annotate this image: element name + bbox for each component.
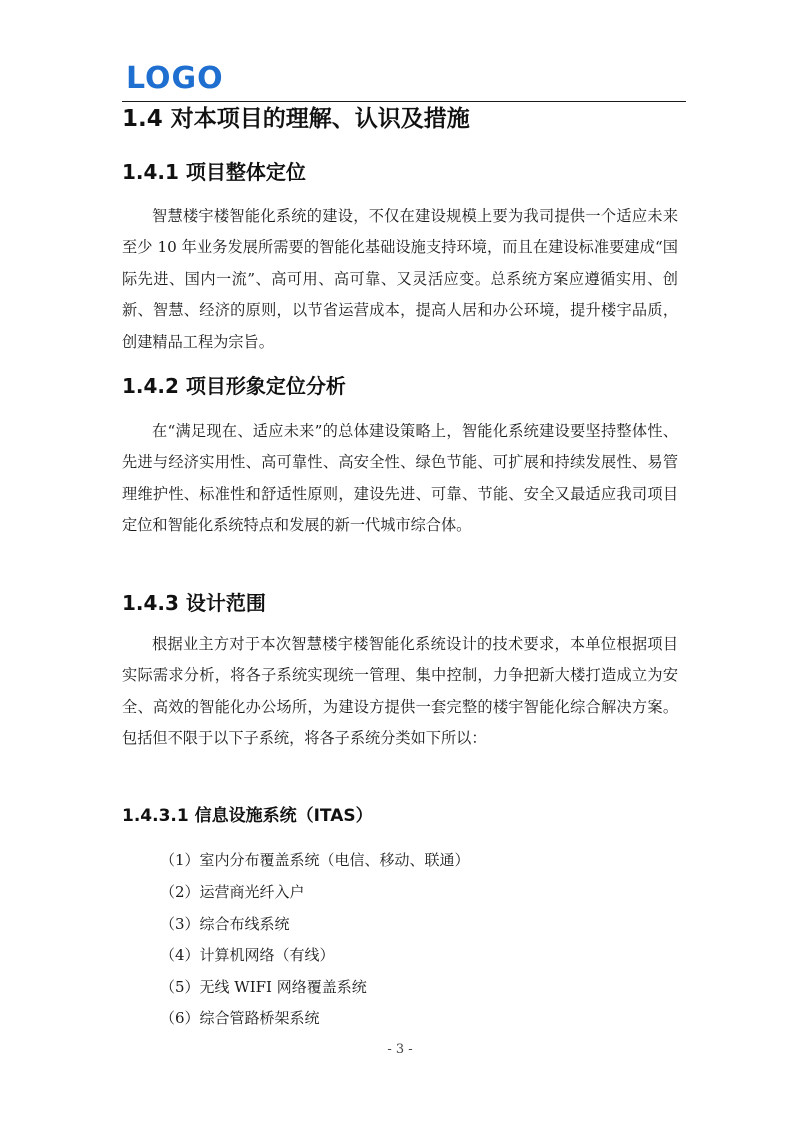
list-item: （6）综合管路桥架系统 (160, 1009, 320, 1027)
company-logo: LOGO (126, 61, 224, 96)
subsection-title-1-4-2: 1.4.2 项目形象定位分析 (122, 374, 346, 398)
subsection-title-1-4-3: 1.4.3 设计范围 (122, 591, 266, 615)
subsubsection-title-1-4-3-1: 1.4.3.1 信息设施系统（ITAS） (122, 806, 373, 826)
section-title: 1.4 对本项目的理解、认识及措施 (122, 106, 470, 132)
paragraph-project-positioning: 智慧楼宇楼智能化系统的建设，不仅在建设规模上要为我司提供一个适应未来至少 10 年业务发展所需要的智能化基础设施支持环境，而且在建设标准要建成“国际先进、国内一流”、高可用、高可靠、又灵活应变。总系统方案应遵循实用、创新、智慧、经济的原则，以节省运营成本，提高人居和办公环境，提升楼宇品质，创建精品工程为宗旨。 (122, 207, 678, 351)
header-divider (122, 101, 686, 102)
list-item: （4）计算机网络（有线） (160, 946, 335, 964)
paragraph-design-scope: 根据业主方对于本次智慧楼宇楼智能化系统设计的技术要求，本单位根据项目实际需求分析，将各子系统实现统一管理、集中控制，力争把新大楼打造成立为安全、高效的智能化办公场所，为建设方提供一套完整的楼宇智能化综合解决方案。包括但不限于以下子系统，将各子系统分类如下所以： (122, 635, 678, 748)
list-item: （1）室内分布覆盖系统（电信、移动、联通） (160, 851, 470, 869)
list-item: （5）无线 WIFI 网络覆盖系统 (160, 978, 367, 996)
list-item: （2）运营商光纤入户 (160, 883, 305, 901)
page-number: - 3 - (387, 1042, 413, 1057)
paragraph-image-positioning: 在“满足现在、适应未来”的总体建设策略上，智能化系统建设要坚持整体性、先进与经济实用性、高可靠性、高安全性、绿色节能、可扩展和持续发展性、易管理维护性、标准性和舒适性原则，建设先进、可靠、节能、安全又最适应我司项目定位和智能化系统特点和发展的新一代城市综合体。 (122, 422, 678, 535)
list-item: （3）综合布线系统 (160, 915, 290, 933)
subsection-title-1-4-1: 1.4.1 项目整体定位 (122, 160, 306, 184)
